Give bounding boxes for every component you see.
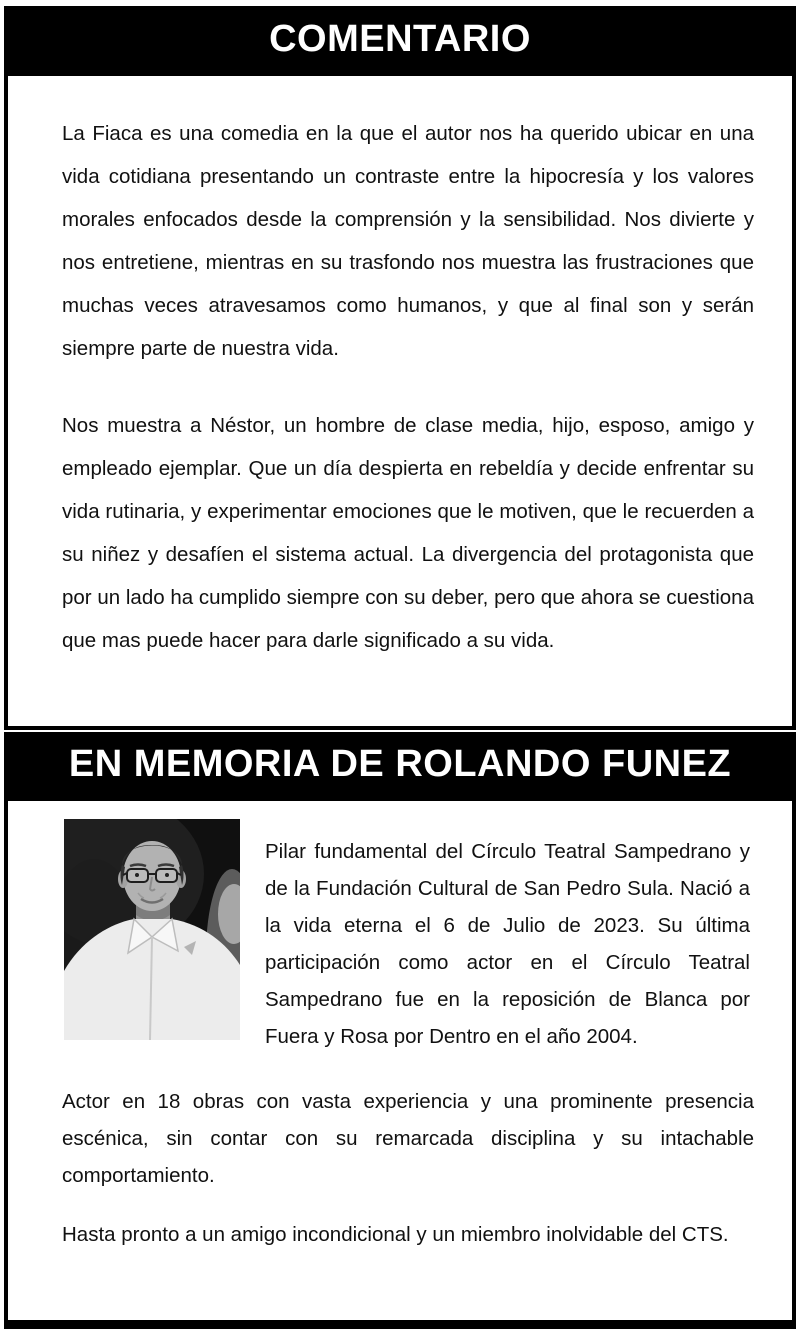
memoria-section: [4, 797, 796, 1329]
memoria-title: EN MEMORIA DE ROLANDO FUNEZ: [68, 743, 732, 785]
memoria-paragraph-1: Actor en 18 obras con vasta experiencia y una prominente presencia escénica, sin contar con su remarcada disciplina y su intachable comportamiento.: [62, 1090, 754, 1187]
memoria-photo-row: [62, 819, 754, 1055]
comentario-paragraph-1: La Fiaca es una comedia en la que el autor nos ha querido ubicar en una vida cotidiana presentando un contraste entre la hipocresía y los valores morales enfocados desde la comprensión y la sensibilidad. Nos divierte y nos entretiene, mientras en su trasfondo nos muestra las frustraciones que muchas veces atravesamos como humanos, y que al final son y serán siempre parte de nuestra vida.: [62, 122, 754, 360]
comentario-title: COMENTARIO: [269, 17, 531, 60]
portrait-illustration: [64, 819, 240, 1040]
memoria-bio: Pilar fundamental del Círculo Teatral Sampedrano y de la Fundación Cultural de San Pedro Sula. Nació a la vida eterna el 6 de Julio de 2023. Su última participación como actor en el Círculo Teatral Sampedrano fue en la reposición de Blanca por Fuera y Rosa por Dentro en el año 2004.: [265, 840, 750, 1048]
memoria-paragraph-2: Hasta pronto a un amigo incondicional y un miembro inolvidable del CTS.: [62, 1223, 729, 1246]
rolando-funez-photo: [64, 819, 240, 1040]
memoria-header-band: [4, 732, 796, 797]
comentario-paragraph-2: Nos muestra a Néstor, un hombre de clase media, hijo, esposo, amigo y empleado ejemplar. Que un día despierta en rebeldía y decide enfrentar su vida rutinaria, y experimentar emociones que le motiven, que le recuerden a su niñez y desafíen el sistema actual. La divergencia del protagonista que por un lado ha cumplido siempre con su deber, pero que ahora se cuestiona que mas puede hacer para darle significado a su vida.: [62, 414, 754, 652]
comentario-section: [4, 72, 796, 730]
comentario-header-band: [4, 6, 796, 72]
